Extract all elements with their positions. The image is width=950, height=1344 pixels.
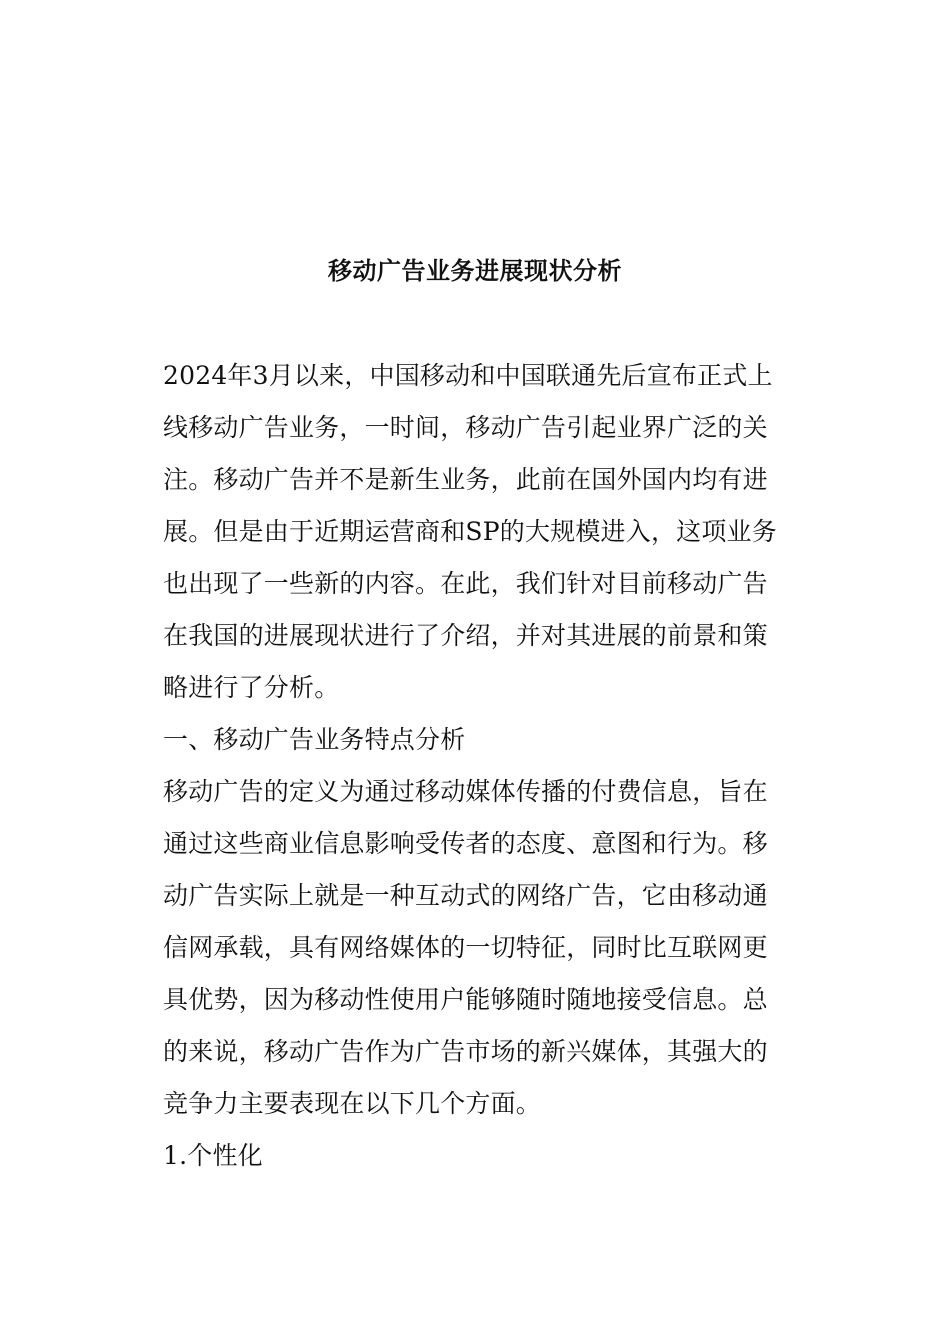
paragraph-line: 略进行了分析。 [163, 673, 340, 702]
paragraph-line: 线移动广告业务，一时间，移动广告引起业界广泛的关 [163, 413, 768, 442]
paragraph-line: 2024年3月以来，中国移动和中国联通先后宣布正式上 [163, 361, 773, 390]
paragraph-line: 移动广告的定义为通过移动媒体传播的付费信息，旨在 [163, 777, 768, 806]
subsection-heading: 1.个性化 [163, 1141, 263, 1170]
paragraph-line: 竞争力主要表现在以下几个方面。 [163, 1089, 542, 1118]
paragraph-line: 注。移动广告并不是新生业务，此前在国外国内均有进 [163, 465, 768, 494]
paragraph-line: 在我国的进展现状进行了介绍，并对其进展的前景和策 [163, 621, 768, 650]
paragraph-line: 通过这些商业信息影响受传者的态度、意图和行为。移 [163, 829, 768, 858]
paragraph-line: 展。但是由于近期运营商和SP的大规模进入，这项业务 [163, 517, 777, 546]
document-body [163, 356, 788, 1188]
section-heading: 一、移动广告业务特点分析 [163, 725, 466, 754]
paragraph-line: 具优势，因为移动性使用户能够随时随地接受信息。总 [163, 985, 768, 1014]
paragraph-line: 动广告实际上就是一种互动式的网络广告，它由移动通 [163, 881, 768, 910]
paragraph-line: 信网承载，具有网络媒体的一切特征，同时比互联网更 [163, 933, 768, 962]
document-title: 移动广告业务进展现状分析 [328, 257, 622, 285]
paragraph-line: 也出现了一些新的内容。在此，我们针对目前移动广告 [163, 569, 768, 598]
paragraph-line: 的来说，移动广告作为广告市场的新兴媒体，其强大的 [163, 1037, 768, 1066]
